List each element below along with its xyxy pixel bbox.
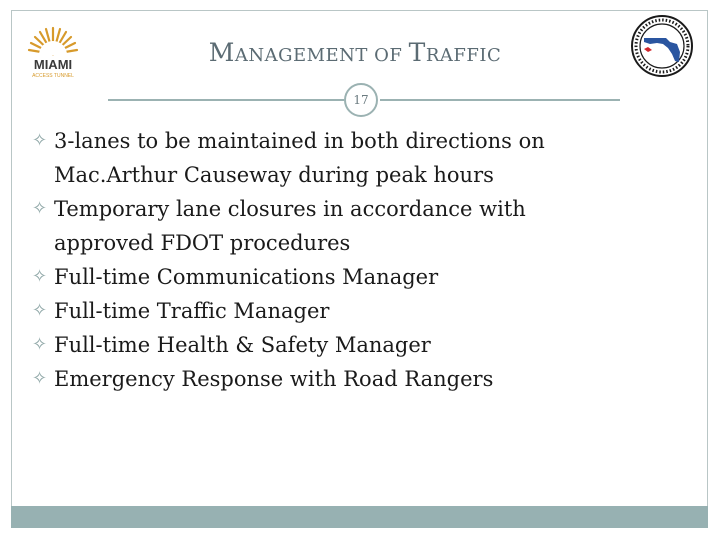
- footer-bar: [11, 506, 708, 528]
- miami-access-tunnel-logo: [20, 24, 86, 80]
- slide-title: [120, 38, 590, 67]
- logo-word: MIAMI: [33, 57, 73, 72]
- title-initial-1: M: [208, 38, 235, 67]
- bullet-text-line2: Mac.Arthur Causeway during peak hours: [54, 163, 494, 187]
- title-rest-1: ANAGEMENT OF: [234, 45, 409, 66]
- bullet-text-line1: Emergency Response with Road Rangers: [54, 367, 494, 391]
- bullet-text-line1: Temporary lane closures in accordance with: [54, 197, 526, 221]
- bullet-text-line1: Full-time Health & Safety Manager: [54, 333, 431, 357]
- bullet-item: [32, 260, 682, 294]
- bullet-text-line2: approved FDOT procedures: [54, 231, 351, 255]
- bullet-text-line1: 3-lanes to be maintained in both directions on: [54, 129, 545, 153]
- bullet-text-line1: Full-time Traffic Manager: [54, 299, 330, 323]
- title-rest-2: RAFFIC: [425, 45, 502, 66]
- bullet-item: [32, 192, 682, 260]
- bullet-text-line1: Full-time Communications Manager: [54, 265, 439, 289]
- bullet-glyph-icon: ✧: [32, 198, 48, 219]
- bullet-item: [32, 362, 682, 396]
- bullet-glyph-icon: ✧: [32, 368, 48, 389]
- title-initial-2: T: [408, 38, 426, 67]
- bullet-item: [32, 328, 682, 362]
- bullet-glyph-icon: ✧: [32, 266, 48, 287]
- page-number: 17: [344, 83, 378, 117]
- title-rule-right: [380, 99, 620, 101]
- bullet-glyph-icon: ✧: [32, 300, 48, 321]
- title-rule-left: [108, 99, 344, 101]
- bullet-item: [32, 294, 682, 328]
- bullet-list: [32, 124, 682, 396]
- bullet-glyph-icon: ✧: [32, 130, 48, 151]
- bullet-item: [32, 124, 682, 192]
- bullet-glyph-icon: ✧: [32, 334, 48, 355]
- logo-subword: ACCESS TUNNEL: [32, 73, 74, 79]
- florida-dot-seal-icon: [630, 14, 694, 78]
